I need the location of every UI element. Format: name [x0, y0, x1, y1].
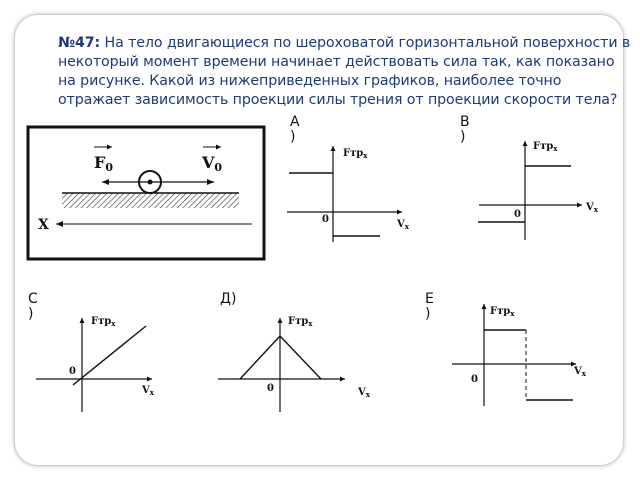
graph-e [452, 304, 587, 406]
option-b-label: B ) [460, 114, 470, 145]
graph-d-origin: 0 [267, 383, 274, 394]
rough-surface [62, 193, 239, 208]
setup-diagram [28, 127, 264, 259]
option-a-label: A ) [290, 114, 300, 145]
force-label: F0 [94, 153, 114, 174]
graph-a-x-label: $V_x$ [397, 219, 409, 231]
graph-a-y-label: Fтр$_x$ [343, 148, 368, 160]
graph-c [36, 316, 155, 412]
graph-b-x-label: $V_x$ [586, 202, 598, 214]
graph-b-origin: 0 [514, 209, 521, 220]
option-c-label: C ) [28, 291, 38, 322]
graph-c-origin: 0 [69, 366, 76, 377]
graph-c-y-label: Fтр$_x$ [91, 316, 116, 328]
graph-c-x-label: $V_x$ [142, 385, 154, 397]
x-axis-label: X [38, 217, 49, 233]
graph-d [218, 316, 371, 412]
graph-b-y-label: Fтр$_x$ [533, 141, 558, 153]
graph-d-x-label: $V_x$ [358, 387, 370, 399]
graph-a [287, 146, 410, 242]
graph-c-curve [73, 326, 146, 385]
option-d-label: Д) [220, 291, 237, 307]
velocity-label: V0 [202, 153, 223, 174]
graph-e-origin: 0 [471, 374, 478, 385]
graph-d-y-label: Fтр$_x$ [288, 316, 313, 328]
question-body: На тело двигающиеся по шероховатой горизонтальной поверхности в некоторый момент времени начинает действовать сила так, как показано на рисунке. Какой из нижеприведенных графиков, наиболее точно отражает зависимость проекции силы трения от проекции скорости тела? [58, 35, 631, 108]
option-e-label: E ) [425, 291, 434, 322]
graph-e-y-label: Fтр$_x$ [490, 306, 515, 318]
graph-e-x-label: $V_x$ [574, 366, 586, 378]
graph-a-origin: 0 [322, 214, 329, 225]
question-number: №47: [58, 35, 101, 51]
graph-b [478, 141, 599, 240]
